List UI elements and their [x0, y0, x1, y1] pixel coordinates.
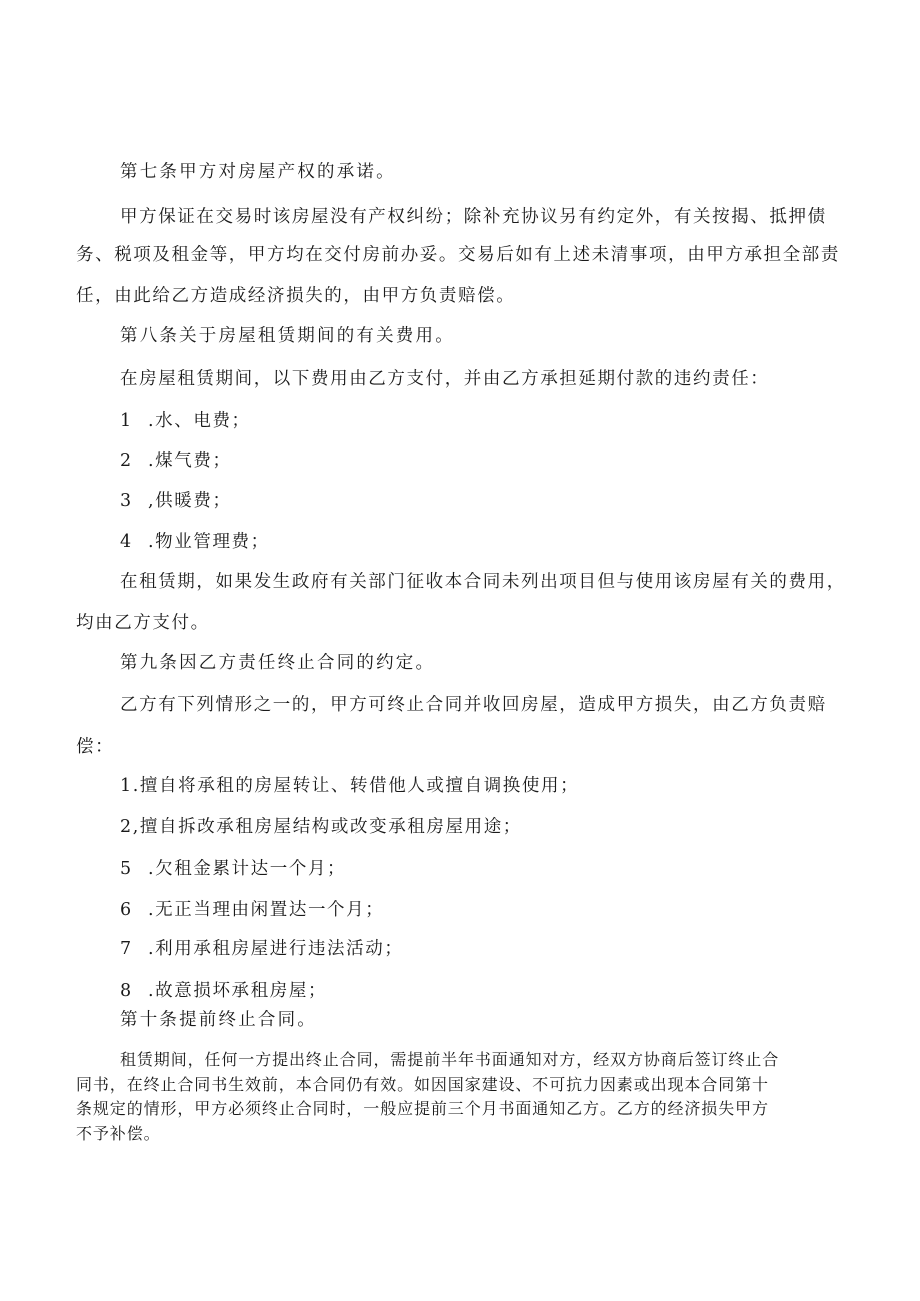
article-8-item-4 — [120, 530, 270, 554]
article-9-item-6 — [120, 898, 384, 922]
list-item-text: .煤气费； — [148, 451, 232, 471]
article-10-body-line-1: 租赁期间，任何一方提出终止合同，需提前半年书面通知对方，经双方协商后签订终止合 — [120, 1050, 780, 1069]
list-item-number: 1 — [120, 411, 133, 431]
list-item-number: 4 — [120, 532, 133, 552]
article-10-title: 第十条提前终止合同。 — [120, 1010, 317, 1030]
article-7-body-line-1: 甲方保证在交易时该房屋没有产权纠纷；除补充协议另有约定外，有关按揭、抵押债 — [120, 207, 827, 227]
list-item-number: 6 — [120, 900, 133, 920]
article-8-title: 第八条关于房屋租赁期间的有关费用。 — [120, 326, 455, 346]
article-9-intro-line-2: 偿： — [76, 737, 115, 757]
article-9-item-5 — [120, 857, 346, 881]
article-7-body-line-3: 任，由此给乙方造成经济损失的，由甲方负责赔偿。 — [76, 286, 516, 306]
article-9-item-8 — [120, 979, 327, 1003]
article-9-item-1: 1.擅自将承租的房屋转让、转借他人或擅自调换使用； — [120, 776, 580, 796]
article-9-item-2: 2,擅自拆改承租房屋结构或改变承租房屋用途； — [120, 817, 522, 837]
article-10-body-line-2: 同书，在终止合同书生效前，本合同仍有效。如因国家建设、不可抗力因素或出现本合同第十 — [76, 1075, 769, 1094]
article-9-intro-line-1: 乙方有下列情形之一的，甲方可终止合同并收回房屋，造成甲方损失，由乙方负责赔 — [120, 695, 827, 715]
article-10-body-line-3: 条规定的情形，甲方必须终止合同时，一般应提前三个月书面通知乙方。乙方的经济损失甲方 — [76, 1099, 769, 1118]
list-item-text: .欠租金累计达一个月； — [148, 859, 347, 879]
list-item-text: .无正当理由闲置达一个月； — [148, 900, 385, 920]
article-10-body-line-4: 不予补偿。 — [76, 1124, 161, 1143]
article-8-note-line-2: 均由乙方支付。 — [76, 613, 210, 633]
list-item-number: 5 — [120, 859, 133, 879]
article-8-intro: 在房屋租赁期间，以下费用由乙方支付，并由乙方承担延期付款的违约责任： — [120, 369, 770, 389]
list-item-text: .水、电费； — [148, 411, 251, 431]
article-7-body-line-2: 务、税项及租金等，甲方均在交付房前办妥。交易后如有上述未清事项，由甲方承担全部责 — [76, 245, 840, 265]
article-8-item-3 — [120, 489, 232, 513]
list-item-text: .故意损坏承租房屋； — [148, 981, 328, 1001]
list-item-text: .物业管理费； — [148, 532, 270, 552]
list-item-number: 3 — [120, 491, 133, 511]
list-item-text: ,供暖费； — [148, 491, 232, 511]
article-9-item-7 — [120, 937, 403, 961]
article-8-note-line-1: 在租赁期，如果发生政府有关部门征收本合同未列出项目但与使用该房屋有关的费用， — [120, 572, 846, 592]
list-item-number: 2 — [120, 451, 133, 471]
article-9-title: 第九条因乙方责任终止合同的约定。 — [120, 653, 436, 673]
article-7-title: 第七条甲方对房屋产权的承诺。 — [120, 162, 396, 182]
article-8-item-2 — [120, 449, 232, 473]
list-item-number: 7 — [120, 939, 133, 959]
list-item-number: 8 — [120, 981, 133, 1001]
list-item-text: .利用承租房屋进行违法活动； — [148, 939, 404, 959]
article-8-item-1 — [120, 409, 251, 433]
